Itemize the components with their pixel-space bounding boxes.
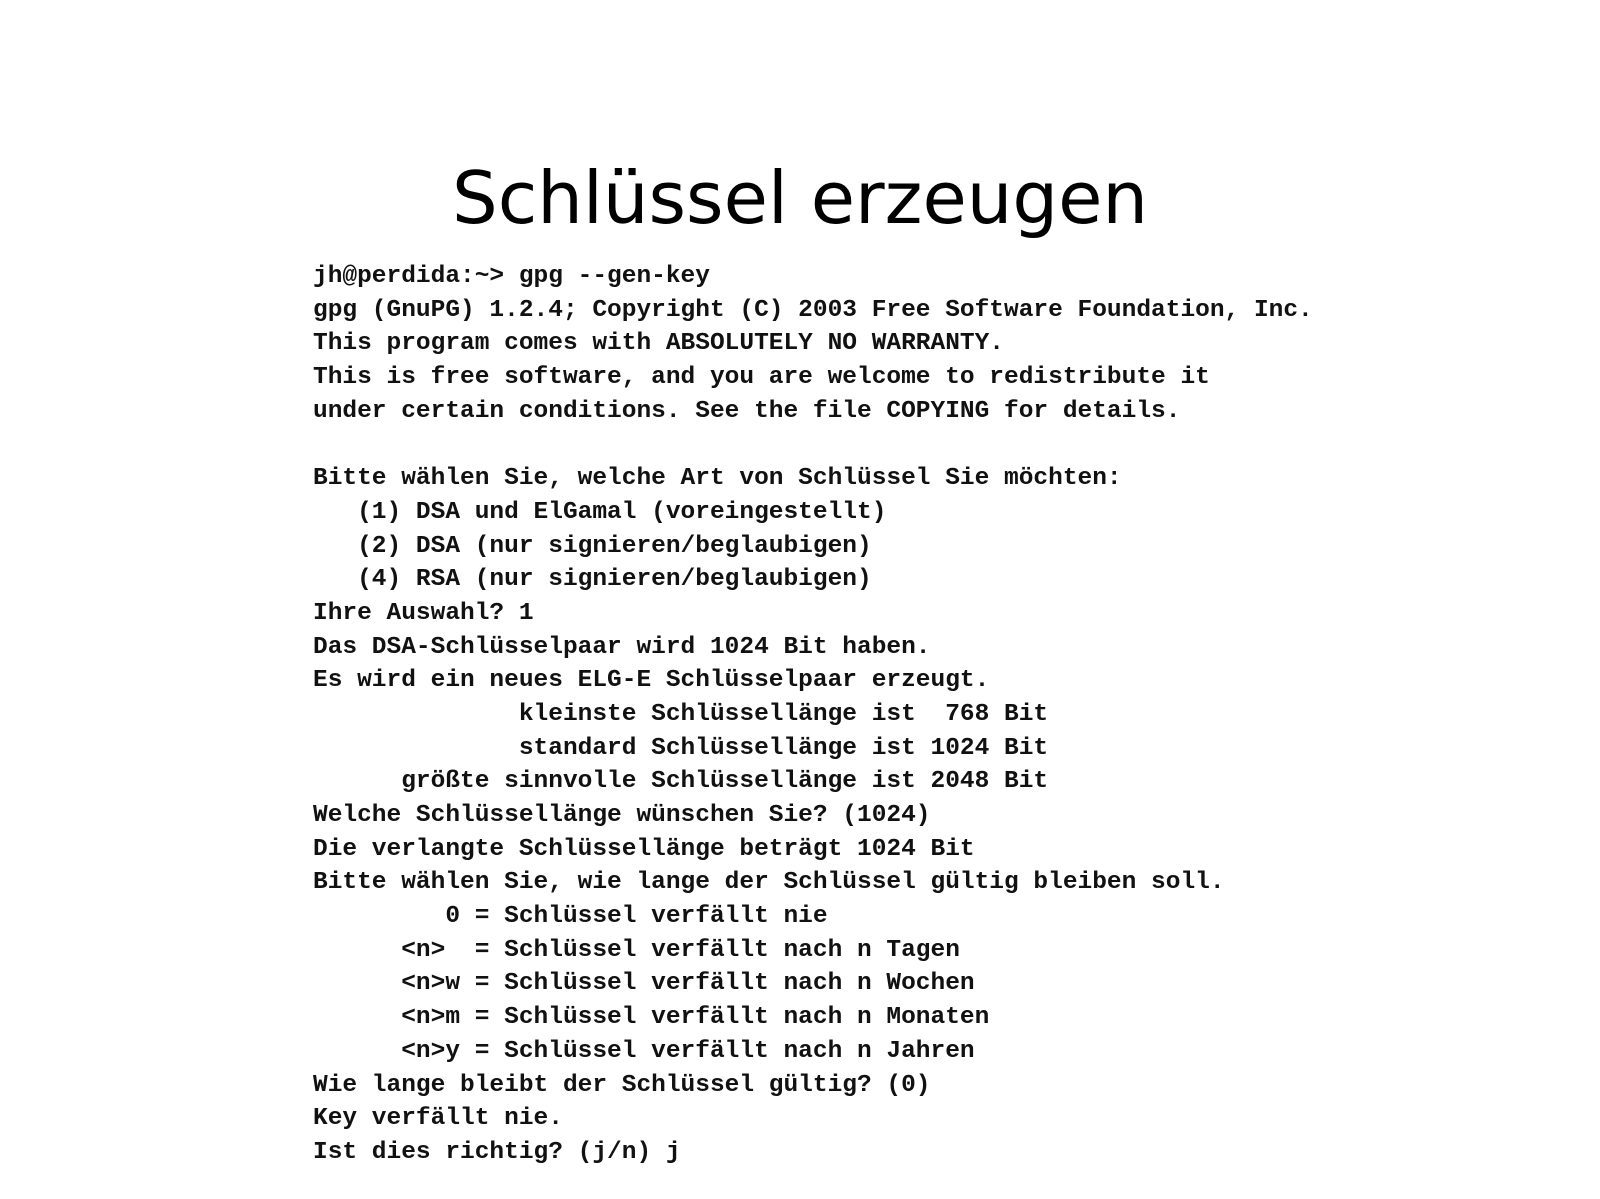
terminal-line: 0 = Schlüssel verfällt nie bbox=[313, 903, 828, 931]
terminal-line: Ihre Auswahl? 1 bbox=[313, 599, 534, 627]
terminal-line: Wie lange bleibt der Schlüssel gültig? (0) bbox=[313, 1071, 931, 1099]
slide-title: Schlüssel erzeugen bbox=[451, 156, 1149, 240]
terminal-line: (4) RSA (nur signieren/beglaubigen) bbox=[313, 566, 872, 594]
terminal-output bbox=[313, 260, 1313, 1170]
terminal-line: Ist dies richtig? (j/n) j bbox=[313, 1138, 681, 1166]
terminal-line: This is free software, and you are welcome to redistribute it bbox=[313, 364, 1210, 392]
terminal-line: under certain conditions. See the file COPYING for details. bbox=[313, 397, 1181, 425]
terminal-line: <n>w = Schlüssel verfällt nach n Wochen bbox=[313, 970, 975, 998]
terminal-line: <n>m = Schlüssel verfällt nach n Monaten bbox=[313, 1004, 990, 1032]
terminal-line: Die verlangte Schlüssellänge beträgt 1024 Bit bbox=[313, 835, 975, 863]
terminal-line: (2) DSA (nur signieren/beglaubigen) bbox=[313, 532, 872, 560]
terminal-line bbox=[313, 428, 1313, 462]
terminal-line: Key verfällt nie. bbox=[313, 1105, 563, 1133]
terminal-line: größte sinnvolle Schlüssellänge ist 2048 Bit bbox=[313, 768, 1049, 796]
terminal-line: jh@perdida:~> gpg --gen-key bbox=[313, 263, 710, 290]
terminal-line: Bitte wählen Sie, welche Art von Schlüssel Sie möchten: bbox=[313, 465, 1122, 493]
terminal-line: standard Schlüssellänge ist 1024 Bit bbox=[313, 734, 1049, 762]
terminal-line: (1) DSA und ElGamal (voreingestellt) bbox=[313, 498, 887, 526]
terminal-line: gpg (GnuPG) 1.2.4; Copyright (C) 2003 Free Software Foundation, Inc. bbox=[313, 296, 1313, 324]
terminal-line: Das DSA-Schlüsselpaar wird 1024 Bit haben. bbox=[313, 633, 931, 661]
terminal-line: This program comes with ABSOLUTELY NO WARRANTY. bbox=[313, 330, 1005, 358]
terminal-line: Bitte wählen Sie, wie lange der Schlüssel gültig bleiben soll. bbox=[313, 869, 1225, 897]
terminal-line: Welche Schlüssellänge wünschen Sie? (1024) bbox=[313, 802, 931, 829]
terminal-line: kleinste Schlüssellänge ist 768 Bit bbox=[313, 700, 1049, 728]
terminal-line: Es wird ein neues ELG-E Schlüsselpaar erzeugt. bbox=[313, 667, 990, 695]
terminal-line: <n>y = Schlüssel verfällt nach n Jahren bbox=[313, 1037, 975, 1065]
terminal-line: <n> = Schlüssel verfällt nach n Tagen bbox=[313, 936, 960, 964]
